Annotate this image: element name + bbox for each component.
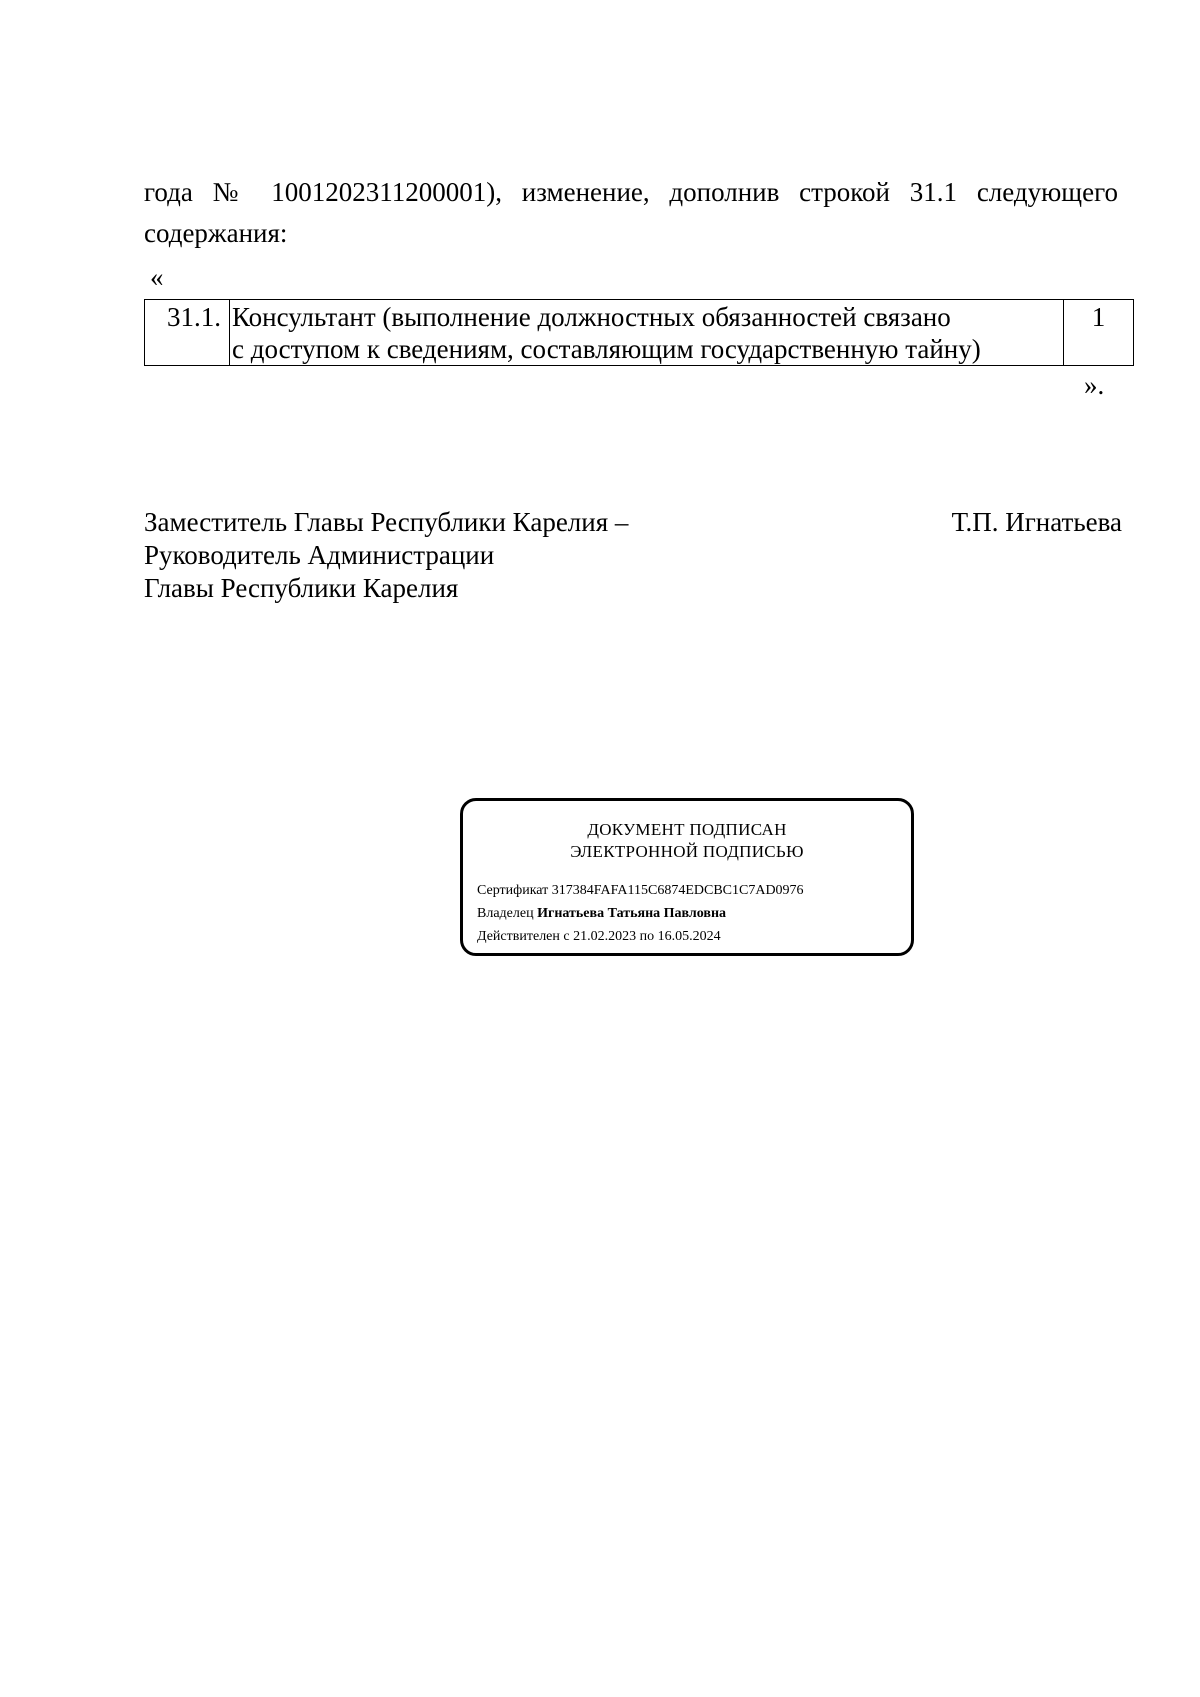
certificate-label: Сертификат	[477, 883, 549, 898]
paragraph-line-2: содержания:	[144, 218, 288, 248]
row-number: 31.1.	[145, 300, 230, 366]
position-line-1: Заместитель Главы Республики Карелия –	[144, 507, 629, 537]
amendment-paragraph	[144, 172, 1118, 254]
certificate-value: 317384FAFA115C6874EDCBC1C7AD0976	[551, 883, 804, 898]
table-row	[145, 300, 1134, 366]
valid-from: 21.02.2023	[573, 929, 637, 944]
paragraph-line-1: года № 1001202311200001), изменение, дополнив строкой 31.1 следующего	[144, 177, 1118, 207]
validity-line	[477, 925, 804, 948]
row-text-line-2: с доступом к сведениям, составляющим государственную тайну)	[232, 334, 981, 364]
certificate-line	[477, 879, 804, 902]
position-line-2: Руководитель Администрации	[144, 540, 495, 570]
owner-label: Владелец	[477, 906, 534, 921]
closing-quote: ».	[1084, 370, 1105, 400]
owner-line	[477, 902, 804, 925]
stamp-details	[477, 879, 804, 948]
row-quantity: 1	[1064, 300, 1134, 366]
stamp-header-line-2: ЭЛЕКТРОННОЙ ПОДПИСЬЮ	[570, 842, 804, 861]
stamp-header	[463, 819, 911, 863]
signatory-position	[144, 506, 628, 605]
valid-from-label: с	[563, 929, 570, 944]
signatory-name: Т.П. Игнатьева	[951, 507, 1122, 537]
opening-quote: «	[150, 262, 164, 292]
stamp-header-line-1: ДОКУМЕНТ ПОДПИСАН	[587, 820, 787, 839]
electronic-signature-stamp	[460, 798, 914, 956]
inserted-row-table	[144, 299, 1134, 366]
valid-to-label: по	[639, 929, 655, 944]
valid-to: 16.05.2024	[657, 929, 721, 944]
owner-value: Игнатьева Татьяна Павловна	[537, 906, 727, 921]
position-line-3: Главы Республики Карелия	[144, 573, 459, 603]
valid-label: Действителен	[477, 929, 560, 944]
row-text-line-1: Консультант (выполнение должностных обязанностей связано	[232, 302, 951, 332]
row-position-text	[230, 300, 1064, 366]
